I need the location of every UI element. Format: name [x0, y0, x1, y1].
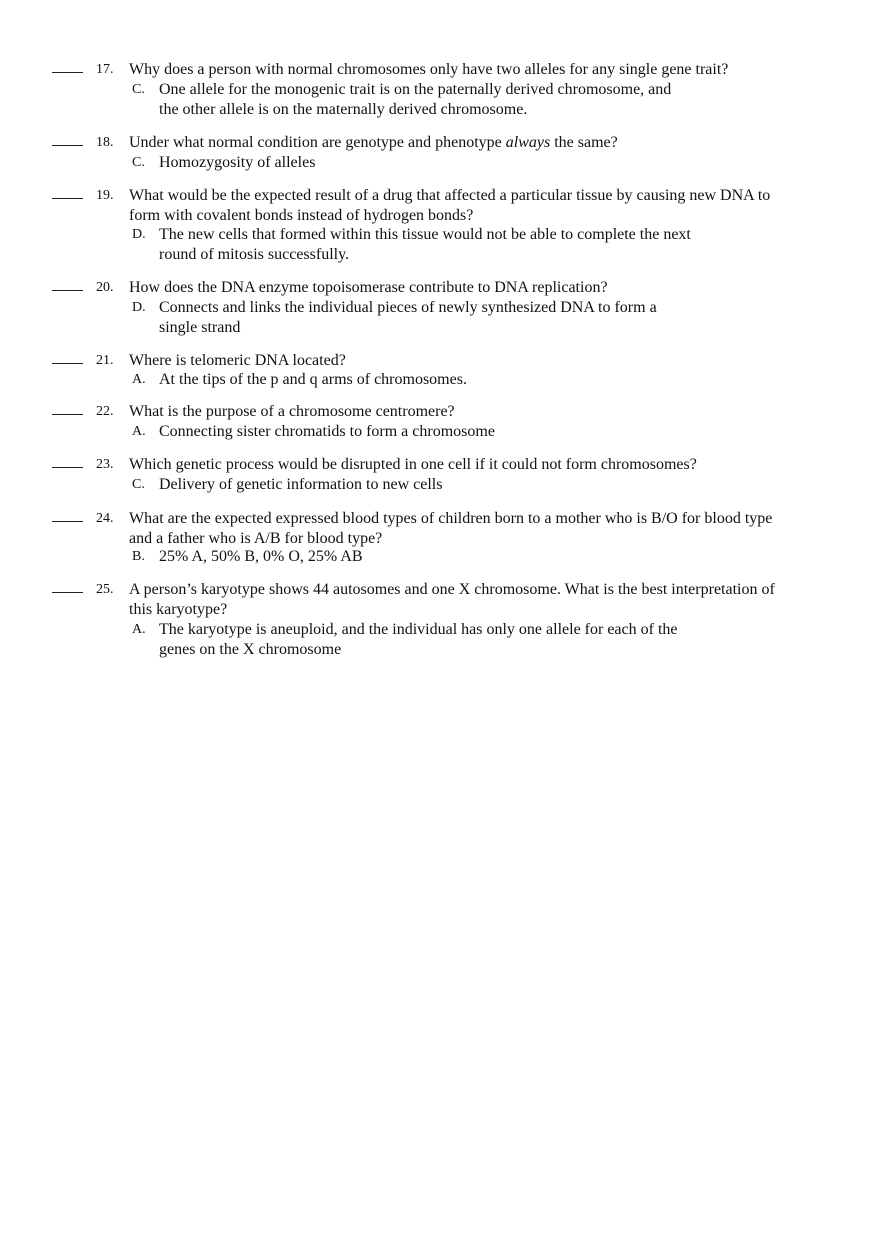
answer-text: Delivery of genetic information to new cells	[159, 476, 443, 493]
answer-blank[interactable]	[52, 72, 83, 73]
question-text: What would be the expected result of a drug that affected a particular tissue by causing new DNA to form with covalent bonds instead of hydrogen bonds?	[129, 187, 771, 224]
question-text: What are the expected expressed blood types of children born to a mother who is B/O for blood type and a father who is A/B for blood type?	[129, 510, 773, 547]
answer-letter: D.	[132, 227, 146, 242]
answer-letter: C.	[132, 477, 145, 492]
question-number: 24.	[96, 511, 114, 526]
answer-letter: A.	[132, 622, 146, 637]
answer-text: The new cells that formed within this tissue would not be able to complete the next round of mitosis successfully.	[159, 226, 691, 263]
answer-letter: A.	[132, 372, 146, 387]
answer-letter: B.	[132, 549, 145, 564]
answer-blank[interactable]	[52, 592, 83, 593]
question-text: Which genetic process would be disrupted in one cell if it could not form chromosomes?	[129, 456, 697, 473]
answer-text: The karyotype is aneuploid, and the individual has only one allele for each of the genes on the X chromosome	[159, 621, 678, 658]
answer-blank[interactable]	[52, 145, 83, 146]
question-number: 20.	[96, 280, 114, 295]
answer-text: At the tips of the p and q arms of chromosomes.	[159, 371, 467, 388]
question-text: A person’s karyotype shows 44 autosomes and one X chromosome. What is the best interpretation of this karyotype?	[129, 581, 775, 618]
answer-blank[interactable]	[52, 467, 83, 468]
question-text: Where is telomeric DNA located?	[129, 352, 346, 369]
answer-blank[interactable]	[52, 290, 83, 291]
answer-letter: D.	[132, 300, 146, 315]
question-text: How does the DNA enzyme topoisomerase contribute to DNA replication?	[129, 279, 608, 296]
question-number: 18.	[96, 135, 114, 150]
question-number: 21.	[96, 353, 114, 368]
question-number: 25.	[96, 582, 114, 597]
answer-letter: C.	[132, 82, 145, 97]
question-text	[129, 133, 839, 153]
answer-letter: A.	[132, 424, 146, 439]
answer-letter: C.	[132, 155, 145, 170]
answer-blank[interactable]	[52, 521, 83, 522]
question-number: 17.	[96, 62, 114, 77]
question-text-part: Under what normal condition are genotype and phenotype	[129, 134, 506, 151]
answer-text: Connects and links the individual pieces of newly synthesized DNA to form a single strand	[159, 299, 657, 336]
question-text-emphasis: always	[505, 134, 551, 151]
answer-blank[interactable]	[52, 198, 83, 199]
answer-text: Connecting sister chromatids to form a chromosome	[159, 423, 495, 440]
question-text-part: the same?	[550, 134, 618, 151]
question-text: What is the purpose of a chromosome centromere?	[129, 403, 455, 420]
answer-text: 25% A, 50% B, 0% O, 25% AB	[159, 548, 363, 565]
question-number: 22.	[96, 404, 114, 419]
answer-blank[interactable]	[52, 363, 83, 364]
answer-text: One allele for the monogenic trait is on the paternally derived chromosome, and the other allele is on the maternally derived chromosome.	[159, 81, 672, 118]
question-number: 19.	[96, 188, 114, 203]
question-number: 23.	[96, 457, 114, 472]
question-text: Why does a person with normal chromosomes only have two alleles for any single gene trait?	[129, 61, 729, 78]
answer-blank[interactable]	[52, 414, 83, 415]
answer-text: Homozygosity of alleles	[159, 154, 316, 171]
